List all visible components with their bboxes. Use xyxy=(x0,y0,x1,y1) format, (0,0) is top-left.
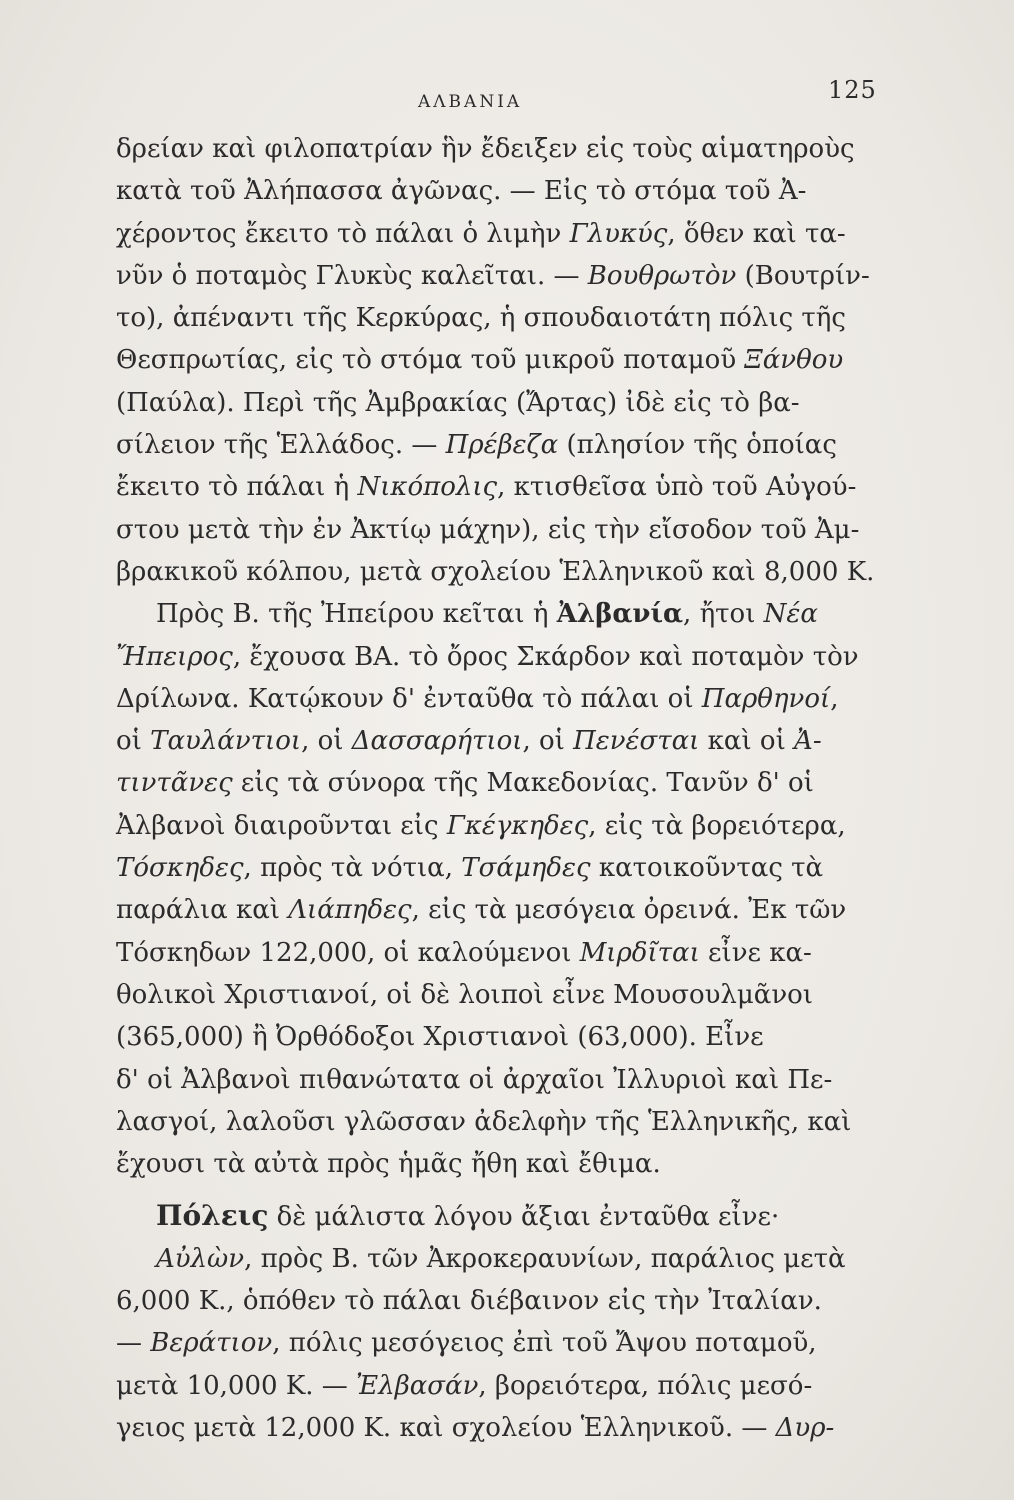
text-line xyxy=(116,847,886,889)
text-line xyxy=(116,339,886,381)
text-run: δὲ μάλιστα λόγου ἄξιαι ἐνταῦθα εἶνε· xyxy=(268,1202,780,1233)
italic-term: Νέα xyxy=(763,599,818,630)
text-line xyxy=(116,128,886,170)
text-line xyxy=(116,1280,886,1322)
text-run: βρακικοῦ κόλπου, μετὰ σχολείου Ἑλληνικοῦ καὶ 8,000 Κ. xyxy=(116,556,875,587)
text-run: 6,000 Κ., ὁπόθεν τὸ πάλαι διέβαινον εἰς τὴν Ἰταλίαν. xyxy=(116,1286,822,1317)
italic-term: Λιάπηδες xyxy=(288,895,412,926)
text-run: , οἱ xyxy=(301,726,352,757)
text-run: , πρὸς Β. τῶν Ἀκροκεραυνίων, παράλιος μετὰ xyxy=(244,1243,846,1274)
text-run: δρείαν καὶ φιλοπατρίαν ἣν ἔδειξεν εἰς τοὺς αἱματηροὺς xyxy=(116,134,855,164)
text-run: κατὰ τοῦ Ἀλήπασσα ἀγῶνας. — Εἰς τὸ στόμα τοῦ Ἀ- xyxy=(116,176,807,207)
text-run: Τόσκηδων 122,000, οἱ καλούμενοι xyxy=(116,937,580,968)
text-run: εἰς τὰ σύνορα τῆς Μακεδονίας. Τανῦν δ' οἱ xyxy=(232,768,814,799)
text-line xyxy=(116,424,886,466)
text-run: , πρὸς τὰ νότια, xyxy=(243,853,462,884)
text-line xyxy=(116,636,886,678)
text-run: (365,000) ἢ Ὀρθόδοξοι Χριστιανοὶ (63,000). Εἶνε xyxy=(116,1022,764,1053)
page-number: 125 xyxy=(828,76,877,104)
italic-term: Τσάμηδες xyxy=(461,853,591,884)
body-text xyxy=(116,128,886,1449)
italic-term: Τόσκηδες xyxy=(116,853,244,884)
text-run: , βορειότερα, πόλις μεσό- xyxy=(478,1370,813,1401)
italic-term: Ἐλβασάν xyxy=(356,1370,479,1401)
text-run: , ἤτοι xyxy=(683,599,764,630)
text-run: , κτισθεῖσα ὑπὸ τοῦ Αὐγού- xyxy=(497,472,857,503)
text-line xyxy=(116,170,886,212)
text-line xyxy=(116,889,886,931)
italic-term: Πενέσται xyxy=(573,726,700,757)
text-run: Δρίλωνα. Κατῴκουν δ' ἐνταῦθα τὸ πάλαι οἱ xyxy=(116,683,702,714)
text-line xyxy=(116,1195,886,1237)
italic-term: Νικόπολις xyxy=(357,472,498,503)
text-run: Θεσπρωτίας, εἰς τὸ στόμα τοῦ μικροῦ ποταμοῦ xyxy=(116,345,745,376)
text-run: (Παύλα). Περὶ τῆς Ἀμβρακίας (Ἄρτας) ἰδὲ εἰς τὸ βα- xyxy=(116,387,800,418)
text-line xyxy=(116,1016,886,1058)
text-run: (πλησίον τῆς ὁποίας xyxy=(558,430,837,461)
text-run: δ' οἱ Ἀλβανοὶ πιθανώτατα οἱ ἀρχαῖοι Ἰλλυριοὶ καὶ Πε- xyxy=(116,1064,833,1095)
text-line xyxy=(116,1143,886,1185)
text-line xyxy=(116,382,886,424)
text-run: στου μετὰ τὴν ἐν Ἀκτίῳ μάχην), εἰς τὴν εἴσοδον τοῦ Ἀμ- xyxy=(116,514,860,545)
italic-term: Ἀ- xyxy=(794,726,822,757)
text-run: κατοικοῦντας τὰ xyxy=(590,853,824,884)
text-line xyxy=(116,297,886,339)
text-line xyxy=(116,593,886,635)
text-line xyxy=(116,974,886,1016)
text-line xyxy=(116,1407,886,1449)
text-line xyxy=(116,551,886,593)
italic-term: Γκέγκηδες xyxy=(446,810,589,841)
italic-term: Βεράτιον xyxy=(150,1328,273,1359)
text-run: εἶνε κα- xyxy=(699,937,812,968)
bold-term: Ἀλβανία xyxy=(556,599,684,630)
text-run: ἔχουσι τὰ αὐτὰ πρὸς ἡμᾶς ἤθη καὶ ἔθιμα. xyxy=(116,1149,661,1180)
text-run: , εἰς τὰ μεσόγεια ὀρεινά. Ἐκ τῶν xyxy=(411,895,847,926)
running-title: ΑΛΒΑΝΙΑ xyxy=(418,92,523,112)
text-run: σίλειον τῆς Ἑλλάδος. — xyxy=(116,430,446,461)
text-run: οἱ xyxy=(116,726,151,757)
italic-term: Πρέβεζα xyxy=(445,430,559,461)
text-line xyxy=(116,805,886,847)
text-run: ἔκειτο τὸ πάλαι ἡ xyxy=(116,472,358,503)
text-line xyxy=(116,255,886,297)
text-line xyxy=(116,1238,886,1280)
text-run: καὶ οἱ xyxy=(699,726,795,757)
italic-term: Γλυκύς xyxy=(569,218,668,249)
text-line xyxy=(116,1101,886,1143)
text-line xyxy=(116,762,886,804)
italic-term: Δασσαρήτιοι xyxy=(351,726,523,757)
italic-term: Δυρ- xyxy=(775,1412,835,1443)
text-line xyxy=(116,678,886,720)
text-run: , xyxy=(830,683,839,714)
text-line xyxy=(116,720,886,762)
text-line xyxy=(116,1059,886,1101)
text-run: μετὰ 10,000 Κ. — xyxy=(116,1370,357,1401)
text-line xyxy=(116,932,886,974)
italic-term: Αὐλὼν xyxy=(156,1243,245,1274)
italic-term: Βουθρωτὸν xyxy=(587,260,737,291)
text-line xyxy=(116,509,886,551)
italic-term: τιντᾶνες xyxy=(116,768,233,799)
text-line xyxy=(116,1322,886,1364)
text-run: νῦν ὁ ποταμὸς Γλυκὺς καλεῖται. — xyxy=(116,260,588,291)
text-run: γειος μετὰ 12,000 Κ. καὶ σχολείου Ἑλληνικοῦ. — xyxy=(116,1412,776,1443)
italic-term: Παρθηνοί xyxy=(701,683,831,714)
text-run: (Βουτρίν- xyxy=(736,260,870,291)
italic-term: Μιρδῖται xyxy=(579,937,700,968)
text-run: θολικοὶ Χριστιανοί, οἱ δὲ λοιποὶ εἶνε Μουσουλμᾶνοι xyxy=(116,979,813,1010)
text-line xyxy=(116,213,886,255)
italic-term: Ξάνθου xyxy=(744,345,844,376)
text-run: , πόλις μεσόγειος ἐπὶ τοῦ Ἄψου ποταμοῦ, xyxy=(272,1328,817,1359)
text-run: , οἱ xyxy=(522,726,574,757)
text-run: το), ἀπέναντι τῆς Κερκύρας, ἡ σπουδαιοτάτη πόλις τῆς xyxy=(116,303,846,334)
italic-term: Ἤπειρος xyxy=(116,641,233,672)
bold-term: Πόλεις xyxy=(156,1199,269,1233)
text-run: — xyxy=(116,1328,151,1359)
text-run: , ἔχουσα ΒΑ. τὸ ὄρος Σκάρδον καὶ ποταμὸν τὸν xyxy=(232,641,859,672)
text-line xyxy=(116,1365,886,1407)
text-run: χέροντος ἔκειτο τὸ πάλαι ὁ λιμὴν xyxy=(116,218,570,249)
text-line xyxy=(116,466,886,508)
text-run: Πρὸς Β. τῆς Ἠπείρου κεῖται ἡ xyxy=(156,599,557,630)
text-run: παράλια καὶ xyxy=(116,895,289,926)
text-run: , εἰς τὰ βορειότερα, xyxy=(588,810,846,841)
italic-term: Ταυλάντιοι xyxy=(150,726,302,757)
text-run: λασγοί, λαλοῦσι γλῶσσαν ἀδελφὴν τῆς Ἑλληνικῆς, καὶ xyxy=(116,1106,852,1137)
text-run: , ὅθεν καὶ τα- xyxy=(667,218,846,249)
text-run: Ἀλβανοὶ διαιροῦνται εἰς xyxy=(116,810,447,841)
